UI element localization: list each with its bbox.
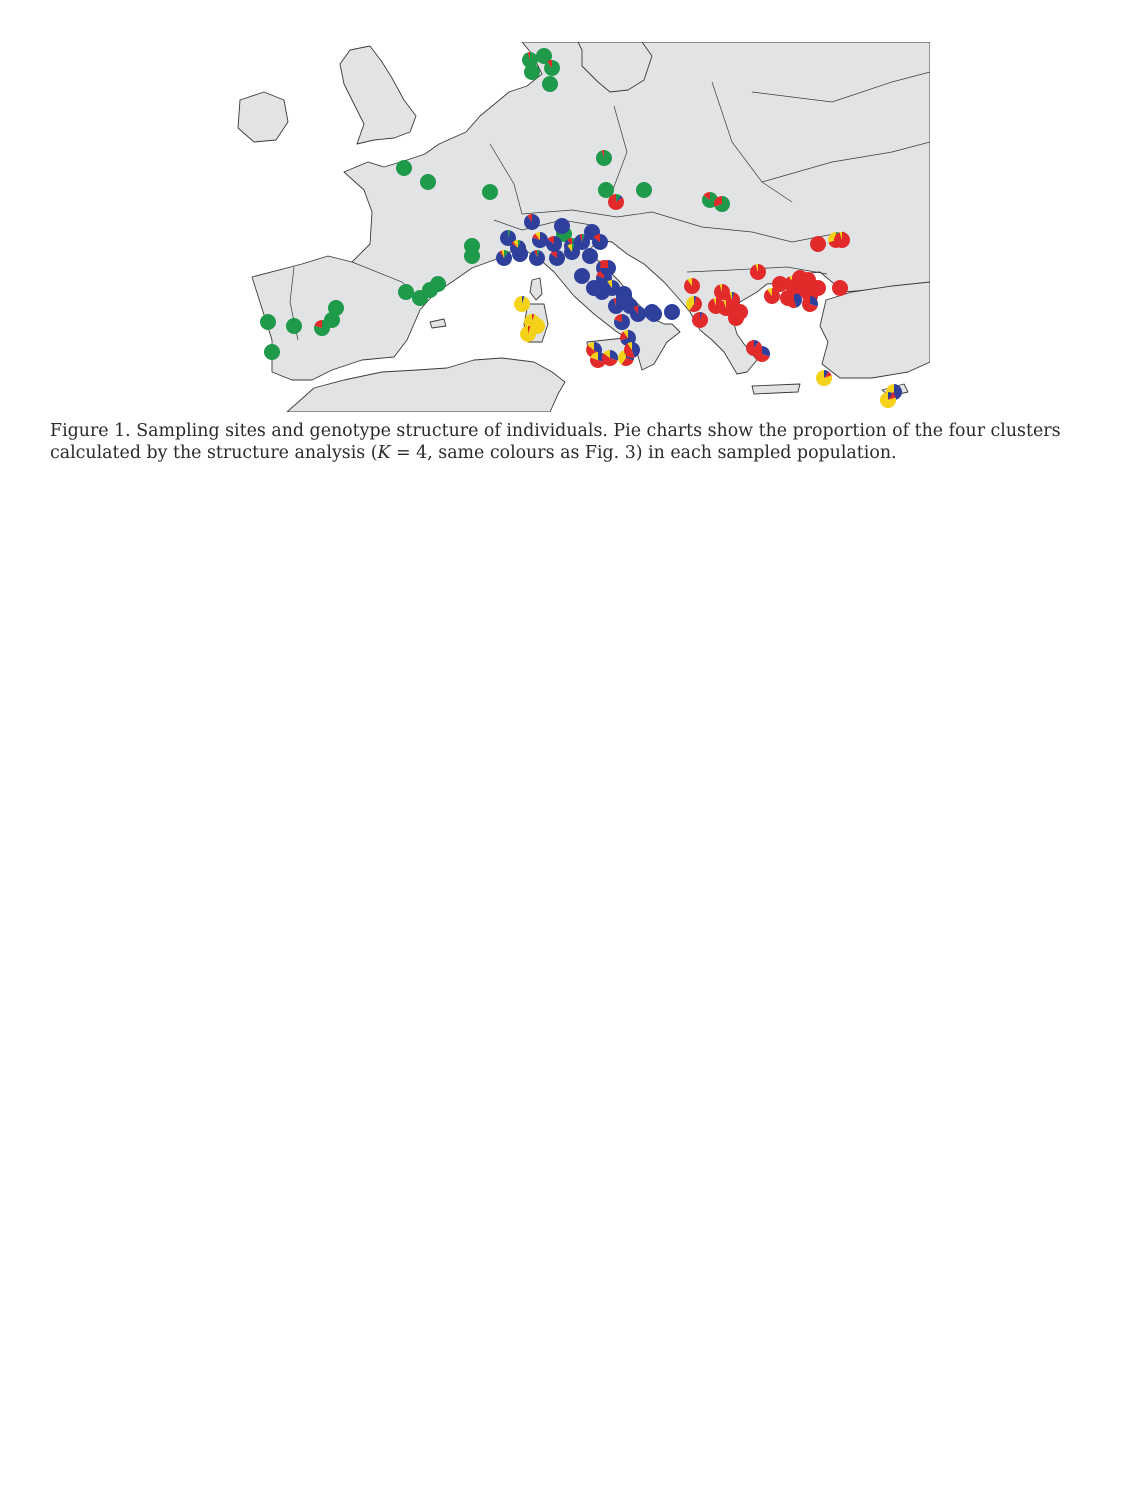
population-pie [396,160,412,176]
ireland [238,92,288,142]
pie-slice-cluster-2 [554,218,570,234]
caption-text-part1: Sampling sites and genotype structure of individuals. Pie charts show the proportion of the four clusters calculated by the structure analysis ( [50,421,1061,463]
mallorca [430,319,446,328]
population-pie [630,306,646,322]
population-pie [714,196,730,212]
population-pie [546,236,562,252]
population-pie [524,214,540,230]
great-britain [340,46,416,144]
population-pie [596,150,612,166]
map-panel [232,42,930,412]
caption-k-symbol: K [377,443,391,463]
population-pie [496,250,512,266]
pie-slice-cluster-1 [398,284,414,300]
population-pie [430,276,446,292]
population-pie [624,342,640,358]
pie-slice-cluster-3 [832,280,848,296]
population-pie [816,370,832,386]
caption-label: Figure 1. [50,421,131,441]
pie-slice-cluster-1 [464,248,480,264]
population-pie [582,248,598,264]
population-pie [880,392,896,408]
population-pie [482,184,498,200]
pie-slice-cluster-1 [524,64,540,80]
population-pie [764,288,780,304]
population-pie [260,314,276,330]
population-pie [802,296,818,312]
population-pie [728,310,744,326]
pie-slice-cluster-2 [582,248,598,264]
population-pie [602,350,618,366]
population-pie [754,346,770,362]
population-pie [314,320,330,336]
population-pie [594,284,610,300]
population-pie [810,236,826,252]
population-pie [549,250,565,266]
pie-slice-cluster-2 [646,306,662,322]
population-pie [750,264,766,280]
population-pie [574,268,590,284]
europe-map [232,42,930,412]
pie-slice-cluster-3 [764,288,780,304]
pie-slice-cluster-1 [544,60,560,76]
pie-slice-cluster-2 [524,214,540,230]
caption-text-part2: = 4, same colours as Fig. 3) in each sampled population. [390,443,897,463]
population-pie [664,304,680,320]
pie-slice-cluster-1 [396,160,412,176]
population-pie [636,182,652,198]
population-pie [646,306,662,322]
population-pie [544,60,560,76]
population-pie [398,284,414,300]
population-pie [524,64,540,80]
population-pie [692,312,708,328]
pie-slice-cluster-1 [260,314,276,330]
population-pie [286,318,302,334]
population-pie [464,248,480,264]
pie-slice-cluster-2 [616,286,632,302]
pie-slice-cluster-1 [542,76,558,92]
pie-slice-cluster-3 [788,278,804,294]
pie-slice-cluster-3 [684,278,700,294]
population-pie [420,174,436,190]
population-pie [608,194,624,210]
population-pie [542,76,558,92]
pie-slice-cluster-2 [630,306,646,322]
population-pie [708,298,724,314]
population-pie [554,218,570,234]
population-pie [264,344,280,360]
population-pie [616,286,632,302]
figure-caption [50,420,1116,464]
pie-slice-cluster-1 [286,318,302,334]
pie-slice-cluster-3 [810,236,826,252]
figure [0,0,1146,480]
anatolia [820,282,930,378]
crete [752,384,800,394]
population-pie [788,278,804,294]
population-pie [686,296,702,312]
population-pie [529,250,545,266]
population-pie [600,260,616,276]
pie-slice-cluster-2 [664,304,680,320]
pie-slice-cluster-3 [728,310,744,326]
population-pie [514,296,530,312]
population-pie [834,232,850,248]
population-pie [532,232,548,248]
population-pie [592,234,608,250]
pie-slice-cluster-2 [574,268,590,284]
pie-slice-cluster-1 [420,174,436,190]
population-pie [614,314,630,330]
pie-slice-cluster-1 [264,344,280,360]
population-pie [684,278,700,294]
pie-slice-cluster-1 [430,276,446,292]
population-pie [520,326,536,342]
corsica [530,278,542,300]
population-pie [832,280,848,296]
pie-slice-cluster-1 [482,184,498,200]
pie-slice-cluster-2 [594,284,610,300]
population-pie [510,240,526,256]
pie-slice-cluster-1 [636,182,652,198]
